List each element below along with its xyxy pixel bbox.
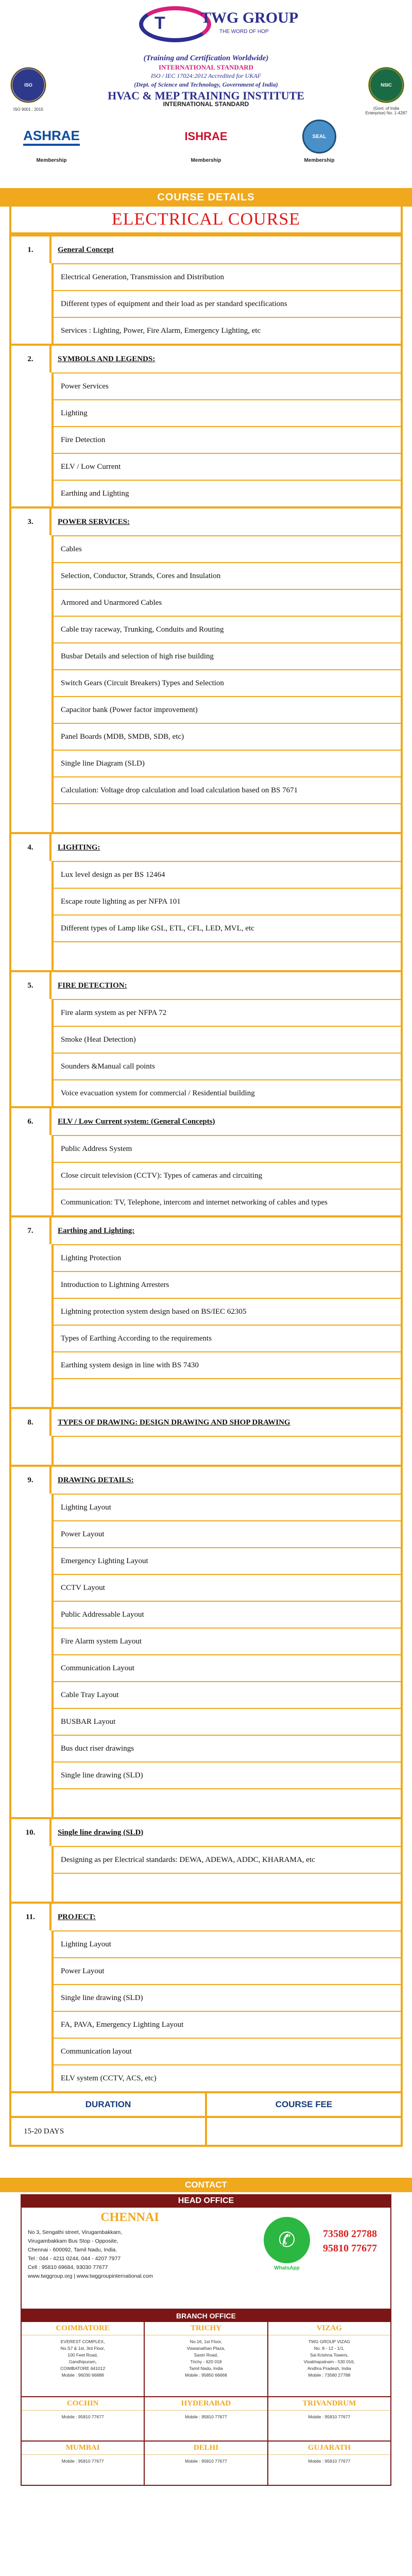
module-number: 2.: [11, 346, 52, 372]
module-item: Cables: [54, 535, 401, 562]
branch-address: [22, 2455, 144, 2485]
module-item: Single line drawing (SLD): [54, 1984, 401, 2011]
module-4: [11, 832, 401, 970]
head-office-city: CHENNAI: [100, 2211, 159, 2224]
module-item: Communication Layout: [54, 1654, 401, 1681]
module-number: 3.: [11, 509, 52, 535]
module-item: Types of Earthing According to the requirements: [54, 1325, 401, 1351]
module-item: Communication layout: [54, 2038, 401, 2064]
branch-office: [145, 2442, 268, 2486]
partner-caption: Membership: [36, 158, 67, 163]
partner-ashrae[interactable]: [21, 118, 82, 163]
module-item: Lighting Protection: [54, 1244, 401, 1271]
module-item: Fire Alarm system Layout: [54, 1628, 401, 1654]
branch-address: [145, 2455, 267, 2485]
module-item: Fire alarm system as per NFPA 72: [54, 999, 401, 1026]
module-8: [11, 1407, 401, 1465]
module-heading: [11, 236, 401, 263]
module-item: Cable tray raceway, Trunking, Conduits and Routing: [54, 616, 401, 642]
branch-name: TRIVANDRUM: [268, 2397, 390, 2411]
branch-office: [22, 2397, 145, 2442]
module-item: Different types of equipment and their load as per standard specifications: [54, 290, 401, 317]
module-6: [11, 1106, 401, 1215]
module-heading: [11, 1108, 401, 1135]
branch-office: [268, 2322, 391, 2397]
course-details: [0, 207, 412, 2157]
module-title: DRAWING DETAILS:: [58, 1476, 134, 1484]
accreditation-line: INTERNATIONAL STANDARD: [163, 100, 249, 108]
address-line: 100 Feet Road,: [67, 2352, 98, 2358]
address-line: Mobile : 73580 27788: [308, 2372, 351, 2378]
logo-mark: T: [154, 13, 165, 33]
branch-office: [268, 2442, 391, 2486]
address-line: Virugambakkam Bus Stop - Opposite,: [28, 2238, 118, 2244]
branch-address: [268, 2411, 390, 2441]
branch-address: [22, 2411, 144, 2441]
module-item: Introduction to Lightning Arresters: [54, 1271, 401, 1298]
module-item: Armored and Unarmored Cables: [54, 589, 401, 616]
contact-band: CONTACT: [0, 2178, 412, 2192]
ashrae-logo-icon: ASHRAE: [23, 128, 80, 146]
module-items: [52, 263, 401, 344]
module-item: FA, PAVA, Emergency Lighting Layout: [54, 2011, 401, 2038]
module-item: Power Services: [54, 372, 401, 399]
address-line: Mobile : 95810 77677: [308, 2414, 351, 2419]
module-spacer: [52, 941, 401, 970]
module-item: Lighting Layout: [54, 1494, 401, 1520]
module-heading: [11, 509, 401, 535]
module-items: [52, 1494, 401, 1788]
accreditation-line: (Dept. of Science and Technology, Government of India): [134, 81, 278, 88]
branch-name: MUMBAI: [22, 2442, 144, 2455]
branch-name: HYDERABAD: [145, 2397, 267, 2411]
course-details-band: COURSE DETAILS: [0, 188, 412, 207]
module-item: Lux level design as per BS 12464: [54, 861, 401, 888]
module-item: ELV system (CCTV, ACS, etc): [54, 2064, 401, 2091]
module-heading: [11, 1819, 401, 1846]
module-title: SYMBOLS AND LEGENDS:: [58, 354, 156, 363]
address-line: Mobile : 95810 77677: [61, 2459, 104, 2464]
nsic-seal-icon: NSIC: [368, 67, 404, 103]
branch-office: [268, 2397, 391, 2442]
module-item: Lighting: [54, 399, 401, 426]
branch-office: [22, 2322, 145, 2397]
module-item: Communication: TV, Telephone, intercom and internet networking of cables and types: [54, 1189, 401, 1215]
whatsapp-label: WhatsApp: [274, 2265, 300, 2271]
module-heading: [11, 1904, 401, 1930]
module-heading: [11, 972, 401, 999]
address-line: Visakhapatnam - 530 016,: [303, 2359, 355, 2364]
module-heading: [11, 1409, 401, 1436]
logo-name: TWG GROUP: [201, 9, 299, 26]
address-line: Gandhipuram,: [68, 2359, 97, 2364]
module-10: [11, 1817, 401, 1902]
branch-name: TRICHY: [145, 2322, 267, 2335]
partner-logos: [0, 118, 412, 175]
module-item: Cable Tray Layout: [54, 1681, 401, 1708]
module-5: [11, 970, 401, 1106]
logo-ring-icon: [139, 6, 211, 42]
ishrae-logo-icon: ISHRAE: [184, 130, 228, 143]
institute-name: HVAC & MEP TRAINING INSTITUTE: [108, 89, 304, 102]
partner-caption: Membership: [304, 158, 335, 163]
module-items: [52, 535, 401, 803]
branch-office: [145, 2397, 268, 2442]
branch-address: [268, 2335, 390, 2396]
branch-address: [145, 2411, 267, 2441]
module-item: Public Addressable Layout: [54, 1601, 401, 1628]
module-spacer: [52, 1436, 401, 1465]
module-items: [52, 1135, 401, 1215]
module-heading: [11, 1217, 401, 1244]
branch-grid: [21, 2322, 391, 2486]
module-number: 7.: [11, 1217, 52, 1244]
branch-name: COCHIN: [22, 2397, 144, 2411]
module-item: Sounders &Manual call points: [54, 1053, 401, 1079]
module-heading: [11, 1467, 401, 1494]
module-item: Lightning protection system design based on BS/IEC 62305: [54, 1298, 401, 1325]
module-7: [11, 1215, 401, 1407]
accreditation-line: INTERNATIONAL STANDARD: [158, 63, 254, 71]
address-line: No 3, Sengathi street, Virugambakkam,: [28, 2229, 123, 2235]
module-item: Switch Gears (Circuit Breakers) Types and Selection: [54, 669, 401, 696]
branch-office: [22, 2442, 145, 2486]
address-line: TWG GROUP VIZAG: [308, 2339, 350, 2344]
module-title: TYPES OF DRAWING: DESIGN DRAWING AND SHOP DRAWING: [58, 1418, 290, 1427]
module-item: Smoke (Heat Detection): [54, 1026, 401, 1053]
accreditation-line: ISO / IEC 17024:2012 Accredited for UKAF: [151, 72, 261, 79]
module-item: BUSBAR Layout: [54, 1708, 401, 1735]
module-items: [52, 1244, 401, 1378]
module-item: Power Layout: [54, 1520, 401, 1547]
module-number: 10.: [11, 1819, 52, 1846]
module-number: 6.: [11, 1108, 52, 1135]
module-number: 5.: [11, 972, 52, 999]
fee-value: [207, 2118, 401, 2145]
branch-office-band: BRANCH OFFICE: [21, 2310, 391, 2322]
address-line: No. 8 - 12 - 1/1,: [314, 2346, 345, 2351]
module-number: 4.: [11, 834, 52, 861]
module-item: Close circuit television (CCTV): Types of cameras and circuiting: [54, 1162, 401, 1189]
module-items: [52, 861, 401, 941]
logo-tagline: THE WORD OF HOP: [219, 29, 269, 35]
address-line: Mobile : 95810 77677: [185, 2414, 227, 2419]
module-spacer: [52, 1788, 401, 1817]
module-spacer: [52, 1873, 401, 1902]
fee-heading: COURSE FEE: [207, 2093, 401, 2118]
course-title: ELECTRICAL COURSE: [111, 210, 301, 229]
course-title-box: [9, 207, 403, 234]
module-item: Escape route lighting as per NFPA 101: [54, 888, 401, 914]
module-item: CCTV Layout: [54, 1574, 401, 1601]
module-number: 11.: [11, 1904, 52, 1930]
module-item: Capacitor bank (Power factor improvement): [54, 696, 401, 723]
module-item: Lighting Layout: [54, 1930, 401, 1957]
address-line: Cell : 95810 69684, 93030 77677: [28, 2264, 108, 2270]
module-3: [11, 506, 401, 832]
address-line: Mobile : 95810 77677: [308, 2459, 351, 2464]
module-item: Earthing and Lighting: [54, 480, 401, 506]
address-line: Viswanathan Plaza,: [186, 2346, 226, 2351]
address-line: COIMBATORE 641012: [60, 2366, 106, 2371]
module-item: Earthing system design in line with BS 7430: [54, 1351, 401, 1378]
module-title: Single line drawing (SLD): [58, 1828, 144, 1837]
module-item: Busbar Details and selection of high rise building: [54, 642, 401, 669]
twg-logo[interactable]: [139, 4, 299, 52]
module-title: General Concept: [58, 245, 114, 254]
partner-ishrae[interactable]: [175, 118, 237, 163]
phone-number[interactable]: 95810 77677: [323, 2243, 377, 2254]
module-item: Single line drawing (SLD): [54, 1761, 401, 1788]
module-item: Selection, Conductor, Strands, Cores and Insulation: [54, 562, 401, 589]
module-item: Power Layout: [54, 1957, 401, 1984]
module-item: ELV / Low Current: [54, 453, 401, 480]
address-line: Tamil Nadu, India: [189, 2366, 223, 2371]
iso-seal-icon: ISO: [10, 67, 46, 103]
accreditation-block: [52, 54, 360, 109]
module-items: [52, 372, 401, 506]
module-table: [9, 234, 403, 2093]
module-item: Electrical Generation, Transmission and Distribution: [54, 263, 401, 290]
module-spacer: [52, 1378, 401, 1407]
branch-address: [268, 2455, 390, 2485]
module-title: POWER SERVICES:: [58, 517, 130, 526]
module-spacer: [52, 803, 401, 832]
branch-address: [145, 2335, 267, 2396]
module-item: Different types of Lamp like GSL, ETL, CFL, LED, MVL, etc: [54, 914, 401, 941]
website-link[interactable]: www.twggroup.org | www.twggroupinternational.com: [28, 2273, 153, 2279]
accreditation-line: (Training and Certification Worldwide): [143, 54, 269, 62]
address-line: Mobile : 95810 77677: [61, 2414, 104, 2419]
address-line: Trichy - 620 018: [190, 2359, 222, 2364]
module-number: 8.: [11, 1409, 52, 1436]
address-line: Tel : 044 - 4211 0244, 044 - 4207 7977: [28, 2256, 121, 2262]
duration-heading: DURATION: [11, 2093, 205, 2118]
module-title: FIRE DETECTION:: [58, 981, 127, 990]
module-title: PROJECT:: [58, 1912, 96, 1921]
module-item: Public Address System: [54, 1135, 401, 1162]
branch-name: VIZAG: [268, 2322, 390, 2335]
module-item: Panel Boards (MDB, SMDB, SDB, etc): [54, 723, 401, 750]
module-item: Designing as per Electrical standards: DEWA, ADEWA, ADDC, KHARAMA, etc: [54, 1846, 401, 1873]
module-item: Fire Detection: [54, 426, 401, 453]
nsic-caption: (Govt. of India Enterprise) No. 1-4287: [365, 106, 407, 115]
address-line: No.S7 & 1st, 3rd Floor,: [60, 2346, 105, 2351]
module-items: [52, 1930, 401, 2091]
head-office-band: HEAD OFFICE: [21, 2194, 391, 2208]
partner-seal[interactable]: [288, 118, 350, 163]
fee-column: [205, 2093, 401, 2145]
module-item: Emergency Lighting Layout: [54, 1547, 401, 1574]
partner-caption: Membership: [191, 158, 221, 163]
module-number: 1.: [11, 236, 52, 263]
module-9: [11, 1465, 401, 1817]
page-header: [0, 0, 412, 188]
module-number: 9.: [11, 1467, 52, 1494]
module-items: [52, 1846, 401, 1873]
address-line: Mobile : 95850 66668: [185, 2372, 227, 2378]
duration-fee-table: [9, 2093, 403, 2147]
module-2: [11, 344, 401, 506]
head-office: [21, 2208, 391, 2310]
module-item: Services : Lighting, Power, Fire Alarm, Emergency Lighting, etc: [54, 317, 401, 344]
module-items: [52, 999, 401, 1106]
whatsapp-icon[interactable]: ✆: [264, 2217, 310, 2263]
module-item: Single line Diagram (SLD): [54, 750, 401, 776]
module-11: [11, 1902, 401, 2091]
module-item: Voice evacuation system for commercial / Residential building: [54, 1079, 401, 1106]
module-1: [11, 234, 401, 344]
module-heading: [11, 346, 401, 372]
module-title: Earthing and Lighting:: [58, 1226, 135, 1235]
iso-caption: ISO 9001 : 2015: [13, 107, 44, 112]
branch-name: COIMBATORE: [22, 2322, 144, 2335]
duration-column: [11, 2093, 205, 2145]
footer-space: [0, 2486, 412, 2506]
address-line: No.16, 1st Floor,: [190, 2339, 222, 2344]
address-line: Mobile : 96030 66888: [61, 2372, 104, 2378]
address-line: EVEREST COMPLEX,: [60, 2339, 105, 2344]
address-line: Mobile : 95810 77677: [185, 2459, 227, 2464]
branch-office: [145, 2322, 268, 2397]
duration-value: 15-20 DAYS: [24, 2127, 64, 2136]
branch-name: DELHI: [145, 2442, 267, 2455]
module-item: Bus duct riser drawings: [54, 1735, 401, 1761]
address-line: Sastri Road,: [194, 2352, 218, 2358]
contact-section: [0, 2157, 412, 2506]
module-title: ELV / Low Current system: (General Concepts): [58, 1117, 215, 1126]
address-line: Andhra Pradesh, India: [307, 2366, 351, 2371]
module-title: LIGHTING:: [58, 843, 100, 852]
phone-number[interactable]: 73580 27788: [323, 2228, 377, 2240]
module-item: Calculation: Voltage drop calculation and load calculation based on BS 7671: [54, 776, 401, 803]
module-heading: [11, 834, 401, 861]
seal-logo-icon: SEAL: [302, 120, 336, 154]
head-office-address: [28, 2228, 244, 2281]
branch-name: GUJARATH: [268, 2442, 390, 2455]
branch-address: [22, 2335, 144, 2396]
address-line: Sai Krishna Towers,: [310, 2352, 349, 2358]
address-line: Chennai - 600092, Tamil Nadu, India.: [28, 2247, 117, 2253]
